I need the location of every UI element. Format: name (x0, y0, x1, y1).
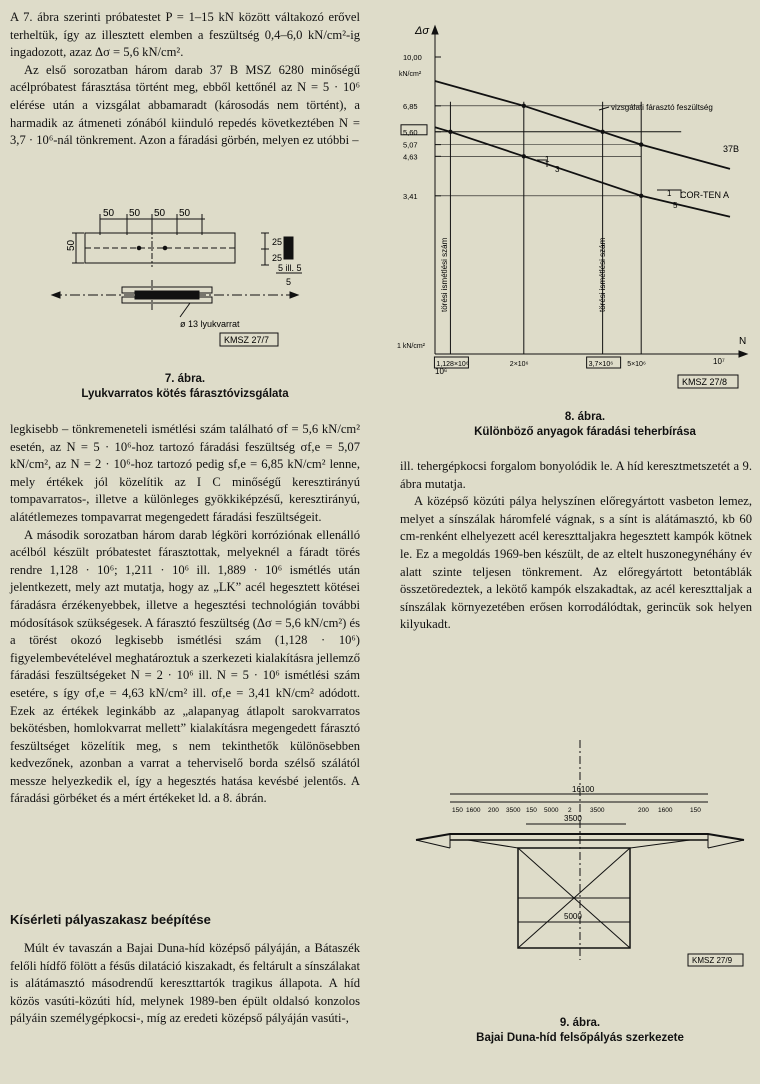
annotation-label: vizsgálati fárasztó feszültség (611, 103, 713, 112)
data-point (639, 194, 643, 198)
fig9-dim-row-11: 150 (690, 807, 701, 814)
fig8-caption (420, 410, 750, 440)
data-point (639, 142, 643, 146)
data-point (522, 154, 526, 158)
bracket-right (630, 840, 690, 848)
fig9-dim-row-6: 5000 (544, 807, 559, 814)
y-tick-label: 4,63 (403, 152, 418, 162)
fig9-dim-row-10: 1600 (658, 807, 673, 814)
y-axis-title: Δσ (415, 25, 430, 37)
figure-7 (40, 205, 360, 370)
x-axis-arrow (739, 351, 747, 357)
fig9-label: 9. ábra. (559, 1017, 601, 1029)
fig7-dim-top-1: 50 (103, 208, 115, 219)
fig7-thickness: 5 ill. 5 (278, 263, 302, 273)
fig9-tag: KMSZ 27/9 (692, 956, 733, 965)
slope-a-1: 1 (545, 155, 550, 164)
series-corten-line (435, 127, 730, 216)
x-tick-label: 1,128×10⁶ (436, 361, 469, 368)
fig9-dim-row-1: 150 (452, 807, 463, 814)
figure-8 (395, 12, 755, 392)
fig8-tag: KMSZ 27/8 (682, 377, 728, 387)
slope-b-1: 1 (667, 189, 672, 198)
y-tick-label: 6,85 (403, 101, 418, 111)
series-37b-line (435, 81, 730, 169)
fig7-dim-right-1: 25 (272, 237, 283, 247)
y-tick-label: 5,60 (403, 127, 418, 137)
fig7-dim-top-3: 50 (154, 208, 166, 219)
fig9-dim-bottom: 5000 (564, 912, 582, 921)
fig7-drawing (40, 205, 360, 370)
fig9-dim-row-5: 150 (526, 807, 537, 814)
x-tick-label: 2×10⁶ (509, 361, 529, 368)
fig7-dim-left: 50 (66, 239, 77, 251)
paragraph: A középső közúti pálya helyszínen előregyártott vasbeton lemez, melyet a sínszálak háromfelé vágnak, s a sínt is alátámasztó, kb 60 cm-renként elhelyezett acél kereszttaljakra hegesztett kampók kötnek le. Ez a megoldás 1969-ben készült, de az eltelt huszonegynéhány év alatt szinte teljesen tönkrement. Az előregyártott betontáblák összetöredeztek, a lekötő kampók elszakadtak, az acél kereszttaljak a sínszálak környezetében erősen korrodálódtak, gerincük sok helyen kilyukadt. (400, 494, 752, 632)
fig9-dim-row-7: 2 (568, 807, 572, 814)
slope-b-5: 5 (673, 201, 678, 210)
fig9-dim-row-2: 1600 (466, 807, 481, 814)
cantilever-right (708, 840, 744, 848)
fig7-label: 7. ábra. (164, 373, 206, 385)
fig7-title: Lyukvarratos kötés fárasztóvizsgálata (81, 388, 289, 400)
fig7-tag: KMSZ 27/7 (224, 335, 270, 345)
fig9-dim-total: 16100 (572, 785, 595, 794)
y-tick-label: 5,07 (403, 140, 418, 150)
fig8-chart (395, 12, 755, 392)
x-tick-label: 5×10⁶ (627, 361, 646, 368)
fig9-caption (440, 1016, 720, 1046)
fig9-dim-row-3: 200 (488, 807, 499, 814)
fig8-label: 8. ábra. (564, 411, 606, 423)
paragraph: legkisebb – tönkremeneteli ismétlési szám található σf = 5,6 kN/cm² esetén, az N = 5 · 10⁶-hoz tartozó fáradási feszültség σf,e = 5,07 kN/cm², az N = 2 · 10⁶-hoz tartozó pedig sf,e = 6,85 kN/cm² lenne, mely értékek jól közelítik az I C minőségű keresztirányú tompavarratos-, illetve a különleges gyökkiképzésű, keresztirányú, alátétlemezes tompavarrat megengedett fáradási feszültségeit. (10, 422, 360, 524)
fig9-dim-row-8: 3500 (590, 807, 605, 814)
fig9-title: Bajai Duna-híd felsőpályás szerkezete (476, 1032, 684, 1044)
vlabel-left: törési ismétlési szám (440, 237, 449, 312)
y-bottom-label: 1 kN/cm² (397, 343, 425, 350)
paragraph: A 7. ábra szerinti próbatestet P = 1–15 kN között váltakozó erővel terheltük, így az illesztett elemben a feszültség 0,4–6,0 kN/cm²-ig ingadozott, azaz Δσ = 5,6 kN/cm². (10, 10, 360, 60)
data-point (600, 130, 604, 134)
x-low-label: 10⁶ (435, 367, 448, 376)
fig9-dim-row-9: 200 (638, 807, 649, 814)
fig7-dim-top-2: 50 (129, 208, 141, 219)
y-tick-label: 10,00 (403, 53, 422, 62)
fig9-dim-mid: 3500 (564, 814, 582, 823)
fig8-title: Különböző anyagok fáradási teherbírása (474, 426, 696, 438)
figure-9 (408, 722, 753, 972)
section-heading: Kísérleti pályaszakasz beépítése (10, 912, 211, 927)
y-axis-arrow (432, 26, 438, 34)
data-point (522, 104, 526, 108)
data-point (448, 130, 452, 134)
bracket-left (468, 840, 518, 848)
col1-top (10, 9, 360, 150)
col2-text (400, 458, 752, 634)
col1-section-text (10, 940, 360, 1028)
annotation-leader (599, 107, 609, 110)
fig7-caption (60, 372, 310, 402)
col1-bottom (10, 421, 360, 808)
series-corten-label: COR-TEN A (680, 190, 730, 200)
y-tick-label: 3,41 (403, 191, 418, 201)
x-tick-label: 3,7×10⁶ (588, 361, 614, 368)
fig7-dim-top-4: 50 (179, 208, 191, 219)
paragraph: Múlt év tavaszán a Bajai Duna-híd középső pályáján, a Bátaszék felőli hídfő fölött a fésűs dilatáció kiszakadt, és feltárult a sínszálakat is alátámasztó másodrendű kereszttartók tragikus állapota. A híd közös vasúti-közúti híd, melynek 1989-ben épült oldalsó konzolos pályáin személygépkocsi-, míg az eredeti középső pályáján vasúti-, (10, 941, 360, 1026)
paragraph: A második sorozatban három darab légköri korróziónak ellenálló acélból készült próbatestet fárasztottak, melyeknél a fáradt törés rendre 1,128 · 10⁶; 1,211 · 10⁶ ill. 1,889 · 10⁶ ismétlés után jelentkezett, mely azt mutatja, hogy az „LK” acél hegesztett kötései fáradásra érzékenyebbek, illetve a hegesztési technológián további módosítások szükségesek. A fárasztó feszültség (Δσ = 5,6 kN/cm²) és a törést okozó legkisebb ismétlési szám (1,128 · 10⁶) figyelembevételével meghatároztuk a szerkezeti kialakításra jellemző fáradási feszültségeket N = 2 · 10⁶ ill. N = 5 · 10⁶ ismétlési szám esetére, s így σf,e = 4,63 kN/cm² ill. σf,e = 3,41 kN/cm² adódott. Ezek az értékek leginkább az „alapanyag átlapolt sarokvarratos bekötésben, homlokvarrat mellett” kialakításra megengedett fárasztó feszültséget közelítik meg, s nem tekinthetők különösebben kedvezőnek, azonban a varrat a teherviselő borda szélső szálától messze helyezkedik el, így a hegesztés hatása kevésbé jelentős. A fáradási görbéket és a mért értékeket ld. a 8. ábrán. (10, 527, 360, 806)
y-unit: kN/cm² (399, 71, 422, 78)
slope-a-3: 3 (555, 165, 560, 174)
x-high-label: 10⁷ (713, 357, 725, 366)
series-37b-label: 37B (723, 144, 740, 154)
fig9-drawing (408, 722, 753, 972)
x-axis-label: N (739, 336, 747, 347)
paragraph: Az első sorozatban három darab 37 B MSZ 6280 minőségű acélpróbatest fárasztása történt meg, ebből kettőnél az N = 5 · 10⁶ elérése után a vizsgálat abbamaradt (károsodás nem történt), a harmadik az átmeneti zónából kiinduló repedés következtében N = 3,7 · 10⁶-nál tönkrement. Azon a fáradási görbén, melyen ez utóbbi – (10, 62, 360, 148)
paragraph: ill. tehergépkocsi forgalom bonyolódik le. A híd keresztmetszetét a 9. ábra mutatja. (400, 459, 752, 491)
fig7-bottom-5: 5 (286, 277, 292, 287)
vlabel-right: törési ismétlési szám (598, 237, 607, 312)
cantilever-left (416, 840, 450, 848)
fig7-dim-right-2: 25 (272, 253, 283, 263)
fig7-hole-note: ø 13 lyukvarrat (180, 319, 240, 329)
fig9-dim-row-4: 3500 (506, 807, 521, 814)
